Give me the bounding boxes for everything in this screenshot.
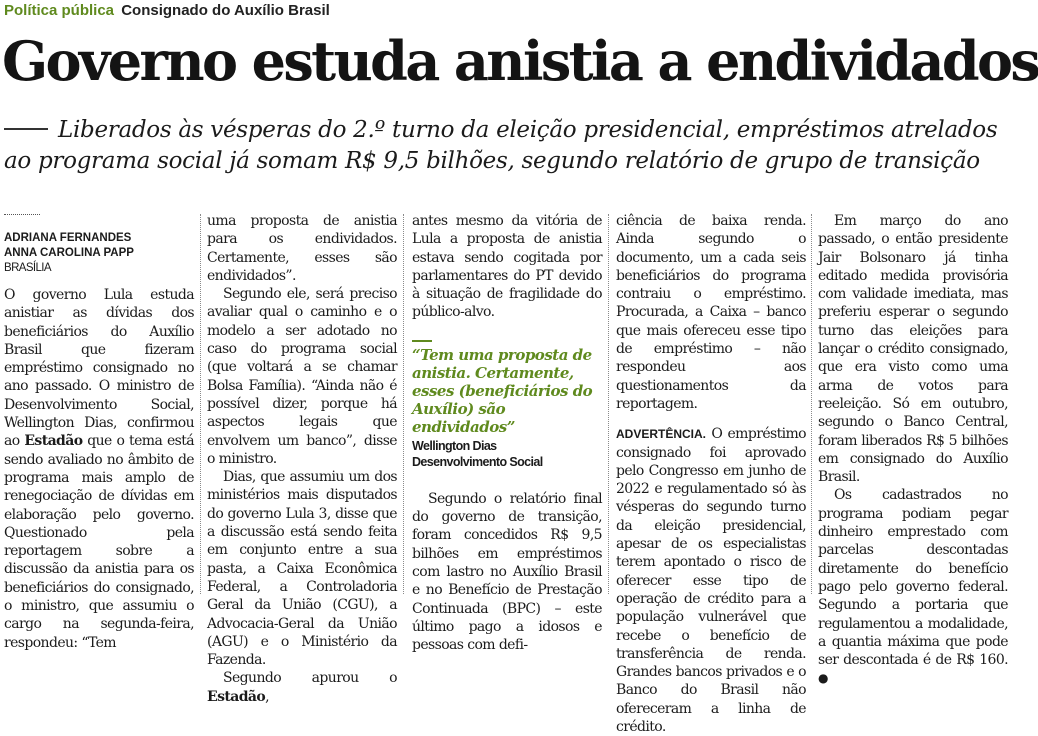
paragraph: uma proposta de anistia para os endividados. Certamente, esses são endividados”. [207,213,397,284]
pull-quote-name: Wellington Dias [412,438,497,453]
byline-city: BRASÍLIA [4,262,51,274]
byline-author-1: ADRIANA FERNANDES [4,232,132,244]
byline-rule [4,214,40,215]
newspaper-name: Estadão [24,433,83,450]
topic-label: Consignado do Auxílio Brasil [121,2,330,19]
text-run: Segundo apurou o [223,670,397,687]
column-4 [616,212,806,736]
column-divider [811,214,813,594]
end-mark: ● [818,671,828,686]
column-divider [403,214,405,594]
pull-quote-rule [412,340,432,342]
pull-quote-role: Desenvolvimento Social [412,454,543,469]
column-5 [818,212,1008,686]
column-1 [4,212,194,651]
column-divider [200,214,202,594]
column-2 [207,212,397,705]
section-kicker [4,2,330,19]
deck-text: Liberados às vésperas do 2.º turno da eleição presidencial, empréstimos atrelados ao programa social já somam R$ 9,5 bilhões, segundo relatório de grupo de transição [4,117,998,174]
section-label: Política pública [4,2,115,19]
paragraph [207,669,397,706]
paragraph: Segundo ele, será preciso avaliar qual o caminho e o modelo a ser adotado no caso do programa social (que voltará a se chamar Bolsa Família). “Ainda não é possível dizer, porque há aspectos legais que envolvem um banco”, disse o ministro. [207,286,397,467]
column-divider [608,214,610,594]
paragraph [818,486,1008,687]
text-run: Os cadastrados no programa podiam pegar dinheiro emprestado com parcelas descontadas diretamente do benefício pago pelo governo federal. Segundo a portaria que regulamentou a modalidade, a quantia máxima que pode ser descontada é de R$ 160. [818,487,1008,669]
pull-quote-text: “Tem uma proposta de anistia. Certamente, esses (beneficiários do Auxílio) são endividados” [412,345,593,436]
text-run: , [265,688,269,705]
column-3 [412,212,602,654]
text-run: que o tema está sendo avaliado no âmbito de programa mais amplo de renegociação de dívidas em elaboração pelo governo. Questionado pela reportagem sobre a discussão da anistia para os beneficiários do consignado, o ministro, que assumiu o cargo na segunda-feira, respondeu: “Tem [4,433,194,651]
paragraph: ciência de baixa renda. Ainda segundo o documento, um a cada seis beneficiários do programa contraiu o empréstimo. Procurada, a Caixa – banco que mais ofereceu esse tipo de empréstimo – não respondeu aos questionamentos da reportagem. [616,213,806,412]
byline-author-2: ANNA CAROLINA PAPP [4,247,134,259]
deck-dash [4,128,48,130]
paragraph [4,286,194,652]
paragraph: antes mesmo da vitória de Lula a proposta de anistia estava sendo cogitada por parlamentares do PT devido à situação de fragilidade do público-alvo. [412,213,602,321]
pull-quote [412,340,602,470]
article-headline: Governo estuda anistia a endividados [2,29,1038,93]
text-run: O governo Lula estuda anistiar as dívidas dos beneficiários do Auxílio Brasil que fizeram empréstimo consignado no ano passado. O ministro de Desenvolvimento Social, Wellington Dias, confirmou ao [4,287,194,450]
text-run: O empréstimo consignado foi aprovado pelo Congresso em junho de 2022 e regulamentado só às vésperas do segundo turno da eleição presidencial, apesar de os especialistas terem apontado o risco de oferecer esse tipo de operação de crédito para a população vulnerável que recebe o benefício de transferência de renda. Grandes bancos privados e o Banco do Brasil não ofereceram a linha de crédito. [616,426,806,736]
paragraph: Dias, que assumiu um dos ministérios mais disputados do governo Lula 3, disse que a discussão está sendo feita em conjunto entre a sua pasta, a Caixa Econômica Federal, a Controladoria Geral da União (CGU), a Advocacia-Geral da União (AGU) e o Ministério da Fazenda. [207,469,397,669]
newspaper-name: Estadão [207,688,266,705]
article-deck [4,115,1004,177]
paragraph [616,425,806,736]
paragraph: Segundo o relatório final do governo de transição, foram concedidos R$ 9,5 bilhões em empréstimos com lastro no Auxílio Brasil e no Benefício de Prestação Continuada (BPC) – este último pago a idosos e pessoas com defi- [412,490,602,654]
subhead-lead: ADVERTÊNCIA. [616,427,707,442]
paragraph: Em março do ano passado, o então presidente Jair Bolsonaro já tinha editado medida provisória com validade imediata, mas preferiu esperar o segundo turno das eleições para lançar o crédito consignado, que era visto como uma arma de votos para reeleição. Só em outubro, segundo o Banco Central, foram liberados R$ 5 bilhões em consignado do Auxílio Brasil. [818,213,1008,486]
